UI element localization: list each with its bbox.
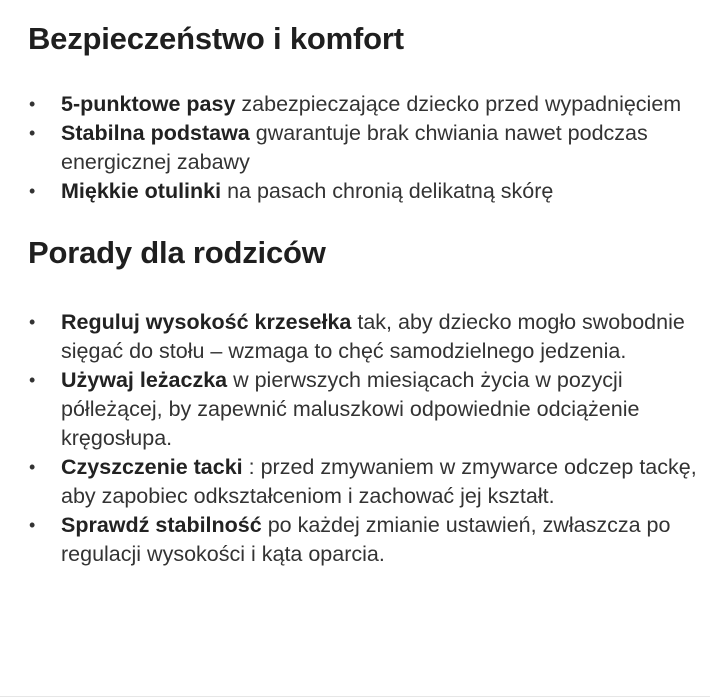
bullet-icon: • <box>29 515 36 535</box>
item-text: na pasach chronią delikatną skórę <box>221 179 554 203</box>
parent-tips-list <box>28 308 700 569</box>
bottom-divider <box>0 696 710 697</box>
item-bold-label: Miękkie otulinki <box>61 179 222 203</box>
list-item <box>28 119 700 177</box>
item-bold-label: Używaj leżaczka <box>61 368 228 392</box>
item-bold-label: Sprawdź stabilność <box>61 513 262 537</box>
section-title-parent-tips: Porady dla rodziców <box>28 235 326 270</box>
item-bold-label: Czyszczenie tacki <box>61 455 243 479</box>
item-bold-label: 5-punktowe pasy <box>61 92 236 116</box>
item-text: w pierwszych miesiącach życia w pozycji półleżącej, by zapewnić maluszkowi odpowiednie odciążenie kręgosłupa. <box>61 368 640 450</box>
bullet-icon: • <box>29 181 36 201</box>
list-item <box>28 453 700 511</box>
list-item <box>28 177 700 206</box>
list-item <box>28 511 700 569</box>
item-text: po każdej zmianie ustawień, zwłaszcza po regulacji wysokości i kąta oparcia. <box>61 513 671 566</box>
safety-features-list <box>28 90 700 206</box>
item-text: zabezpieczające dziecko przed wypadnięciem <box>235 92 682 116</box>
item-text: gwarantuje brak chwiania nawet podczas energicznej zabawy <box>61 121 648 174</box>
item-text: : przed zmywaniem w zmywarce odczep tackę, aby zapobiec odkształceniom i zachować jej kształt. <box>61 455 697 508</box>
list-item <box>28 308 700 366</box>
list-item <box>28 90 700 119</box>
section-title-safety: Bezpieczeństwo i komfort <box>28 21 404 56</box>
item-bold-label: Reguluj wysokość krzesełka <box>61 310 352 334</box>
list-item <box>28 366 700 453</box>
bullet-icon: • <box>29 457 36 477</box>
bullet-icon: • <box>29 312 36 332</box>
bullet-icon: • <box>29 370 36 390</box>
bullet-icon: • <box>29 123 36 143</box>
bullet-icon: • <box>29 94 36 114</box>
item-text: tak, aby dziecko mogło swobodnie sięgać do stołu – wzmaga to chęć samodzielnego jedzenia. <box>61 310 685 363</box>
item-bold-label: Stabilna podstawa <box>61 121 250 145</box>
article-content <box>28 18 700 569</box>
